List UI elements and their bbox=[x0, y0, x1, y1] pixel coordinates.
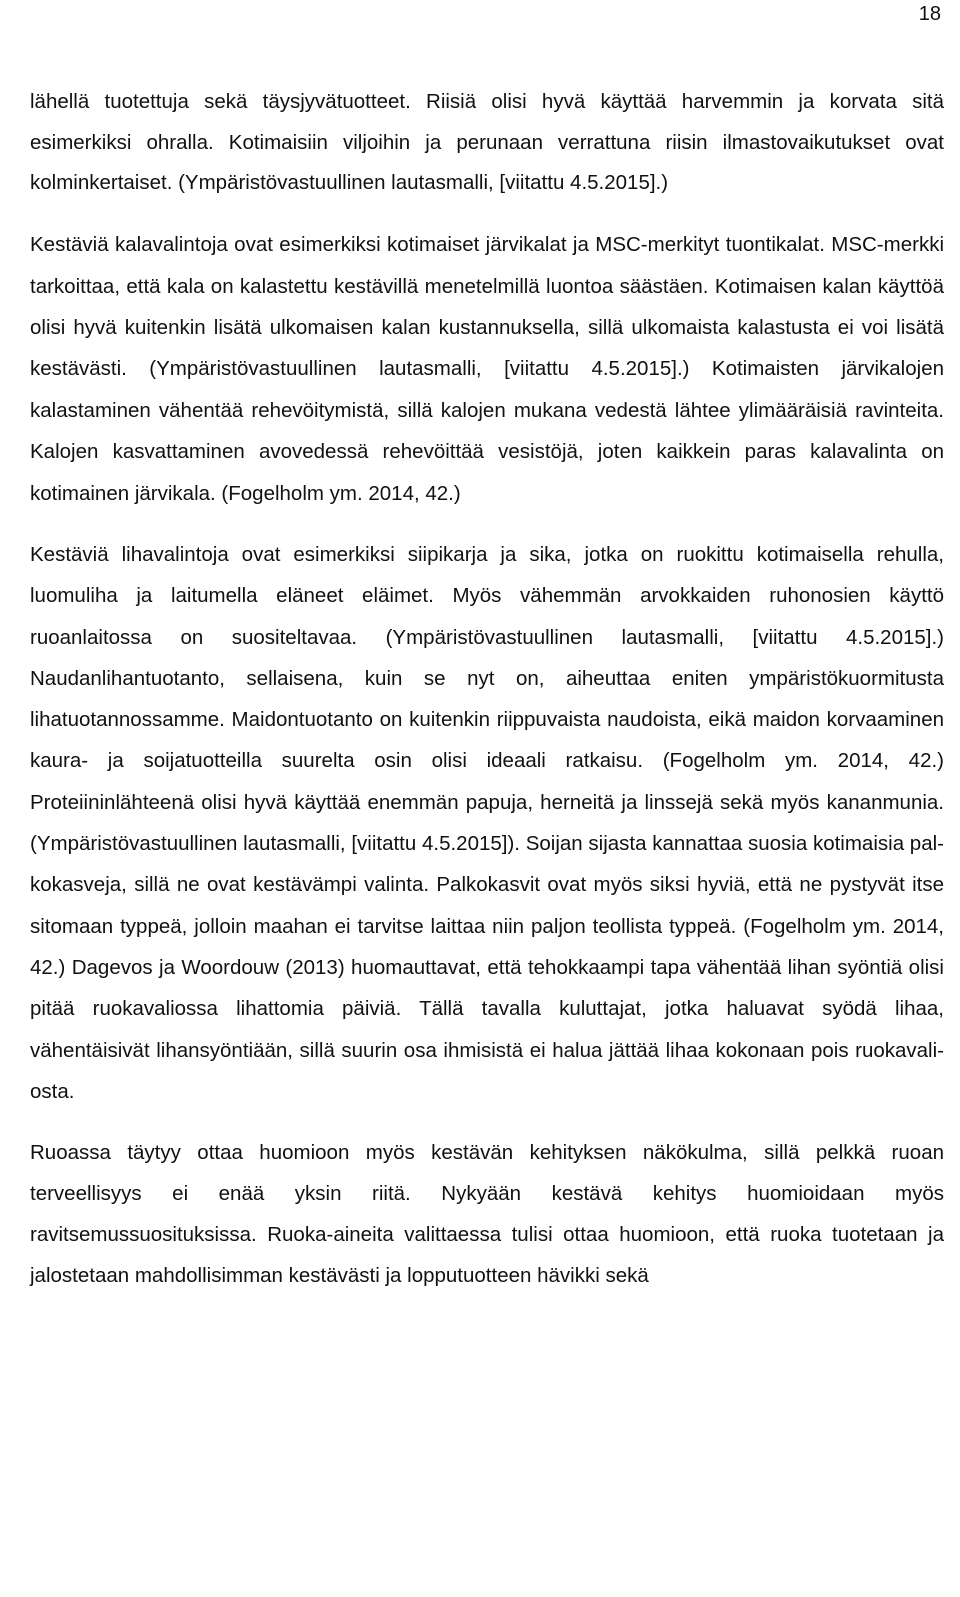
paragraph-fish: Kestäviä kalavalintoja ovat esimerkiksi kotimaiset järvikalat ja MSC-merkityt tuontikalat. MSC-merkki tarkoittaa, että kala on kalastettu kestävillä menetelmillä luontoa säästäen. Kotimaisen kalan käyttöä olisi hyvä kuitenkin lisätä ulkomaisen kalan kustannuksella, sillä ulkomaista kalastusta ei voi lisätä kestävästi. (Ympäristövastuullinen lautasmalli, [viitattu 4.5.2015].) Kotimaisten järvikalojen kalastaminen vähentää rehevöitymistä, sillä kalojen mukana vedestä lähtee ylimääräisiä ravinteita. Kalojen kasvattaminen avovedessä rehevöittää vesistöjä, joten kaikkein paras kalavalinta on kotimainen järvikala. (Fogelholm ym. 2014, 42.) bbox=[30, 233, 944, 505]
page-number: 18 bbox=[918, 3, 941, 25]
paragraph-grains: lähellä tuotettuja sekä täysjyvätuotteet. Riisiä olisi hyvä käyttää harvemmin ja korvata sitä esimerkiksi ohralla. Kotimaisiin viljoihin ja perunaan verrattuna riisin ilmastovaikutukset ovat kolminkertaiset. (Ympäristövastuullinen lautasmalli, [viitattu 4.5.2015].) bbox=[30, 90, 944, 195]
paragraph-sustainability: Ruoassa täytyy ottaa huomioon myös kestävän kehityksen näkökulma, sillä pelkkä ruoan terveellisyys ei enää yksin riitä. Nykyään kestävä kehitys huomioidaan myös ravitsemussuosituksissa. Ruoka-aineita valittaessa tulisi ottaa huomioon, että ruoka tuotetaan ja jalostetaan mahdollisimman kestävästi ja lopputuotteen hävikki sekä bbox=[30, 1141, 944, 1288]
paragraph-meat: Kestäviä lihavalintoja ovat esimerkiksi siipikarja ja sika, jotka on ruokittu kotimaisella rehulla, luomuliha ja laitumella eläneet eläimet. Myös vähemmän arvokkaiden ruhonosien käyttö ruoanlaitossa on suositeltavaa. (Ympäristövastuullinen lautasmalli, [viitattu 4.5.2015].) Naudanlihantuotanto, sellaisena, kuin se nyt on, aiheuttaa eniten ympäristökuormitusta lihatuotannossamme. Maidontuotanto on kuitenkin riippuvaista naudoista, eikä maidon korvaaminen kaura- ja soijatuotteilla suurelta osin olisi ideaali ratkaisu. (Fogelholm ym. 2014, 42.) Proteiininlähteenä olisi hyvä käyttää enemmän papuja, herneitä ja linssejä sekä myös kananmunia. (Ympäristövastuullinen lautasmalli, [viitattu 4.5.2015]). Soijan sijasta kannattaa suosia kotimaisia palkokasveja, sillä ne ovat kestävämpi valinta. Palkokasvit ovat myös siksi hyviä, että ne pystyvät itse sitomaan typpeä, jolloin maahan ei tarvitse laittaa niin paljon teollista typpeä. (Fogelholm ym. 2014, 42.) Dagevos ja Woordouw (2013) huomauttavat, että tehokkaampi tapa vähentää lihan syöntiä olisi pitää ruokavaliossa lihattomia päiviä. Tällä tavalla kuluttajat, jotka haluavat syödä lihaa, vähentäisivät lihansyöntiään, sillä suurin osa ihmisistä ei halua jättää lihaa kokonaan pois ruokavaliosta. bbox=[30, 542, 944, 1103]
body-text bbox=[30, 82, 944, 1296]
